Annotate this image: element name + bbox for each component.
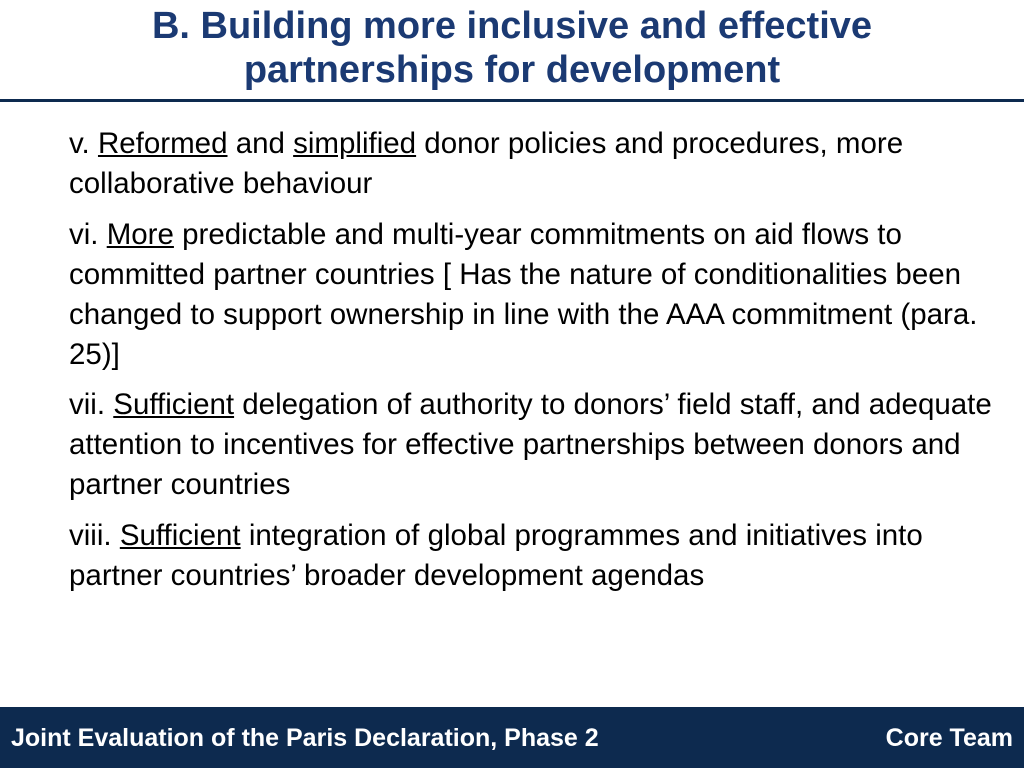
item-keyword: Sufficient (113, 388, 235, 421)
list-item-vii (69, 385, 1009, 505)
item-keyword: Reformed (97, 127, 228, 160)
item-number: vi. (69, 218, 99, 251)
item-connector: and (227, 127, 294, 160)
item-keyword: More (106, 218, 174, 251)
list-item-v (69, 124, 1009, 204)
list-item-viii (69, 516, 1009, 596)
list-item-vi (69, 215, 1009, 375)
footer-right-text: Core Team (885, 724, 1013, 752)
item-keyword-2: simplified (293, 127, 417, 160)
item-keyword: Sufficient (119, 519, 241, 552)
item-number: vii. (69, 388, 106, 421)
slide-body (69, 124, 1009, 607)
slide-title-line-1: B. Building more inclusive and effective (151, 5, 873, 47)
item-text: delegation of authority to donors’ field staff, and adequate attention to incentives for effective partnerships between donors and partner countries (69, 388, 992, 501)
item-text: integration of global programmes and initiatives into partner countries’ broader development agendas (69, 519, 923, 592)
footer-bar (0, 707, 1024, 768)
footer-left-text: Joint Evaluation of the Paris Declaration, Phase 2 (11, 724, 599, 752)
item-number: v. (69, 127, 90, 160)
item-text: predictable and multi-year commitments on aid flows to committed partner countries [ Has the nature of conditionalities been changed to support ownership in line with the AAA commitment (para. 25)] (69, 218, 978, 371)
slide-title-line-2: partnerships for development (243, 49, 781, 91)
title-divider (0, 99, 1024, 102)
item-text: donor policies and procedures, more collaborative behaviour (69, 127, 904, 200)
item-number: viii. (69, 519, 112, 552)
slide-title (0, 4, 1024, 92)
